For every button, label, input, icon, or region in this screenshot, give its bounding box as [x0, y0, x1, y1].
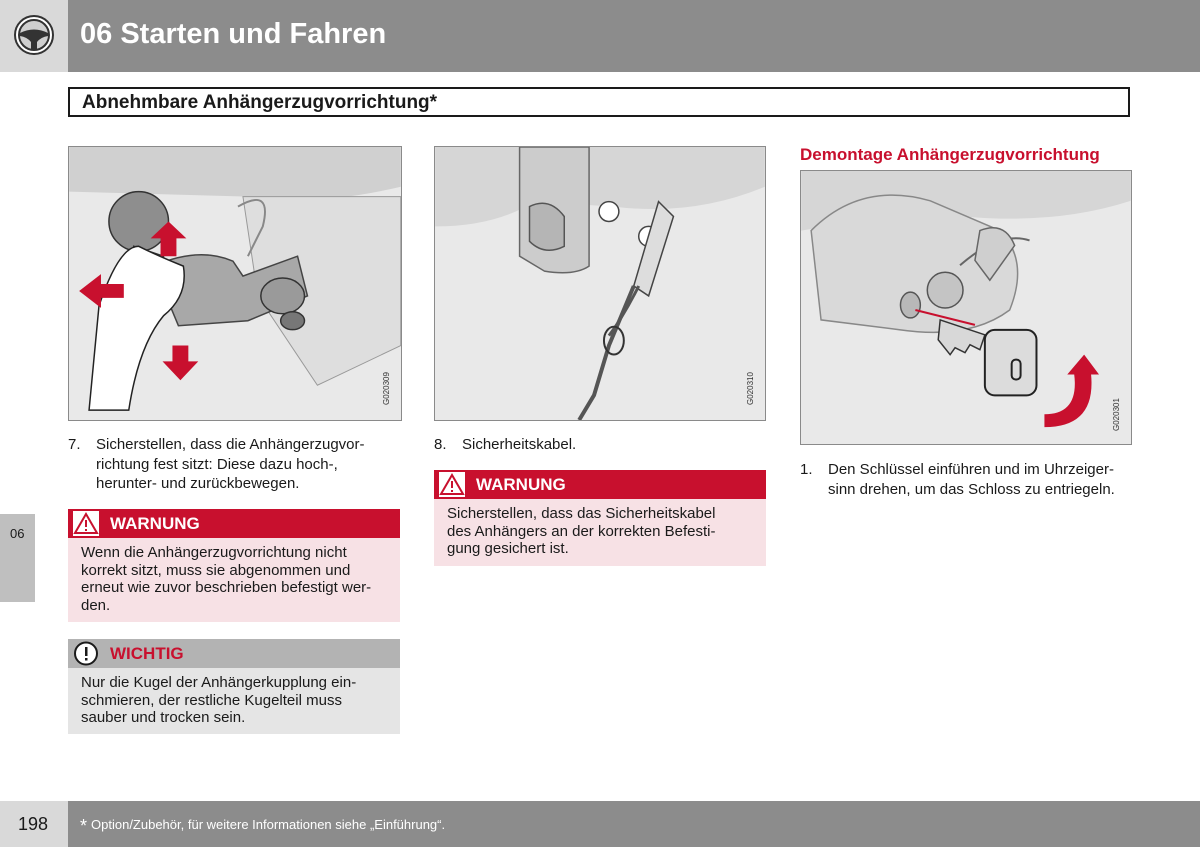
figure-key-unlock — [800, 170, 1132, 445]
figure-safety-cable — [434, 146, 766, 421]
warning-line: korrekt sitzt, muss sie abgenommen und — [81, 561, 351, 579]
warning-label: WARNUNG — [110, 514, 200, 533]
step-text — [828, 460, 1115, 499]
warning-triangle-icon — [73, 511, 99, 536]
figure-code: G020309 — [382, 372, 391, 405]
warning-header — [434, 470, 766, 499]
warning-line: Sicherstellen, dass das Sicherheitskabel — [447, 505, 716, 522]
key-unlock-illustration — [801, 171, 1131, 444]
footnote-text: Option/Zubehör, für weitere Informationen siehe „Einführung“. — [91, 817, 446, 832]
step-text — [96, 435, 365, 494]
chapter-title: 06 Starten und Fahren — [80, 18, 387, 50]
step-7 — [68, 435, 402, 495]
warning-line: gung gesichert ist. — [447, 540, 569, 557]
step-line: Sicherheitskabel. — [462, 436, 577, 453]
subsection-title: Demontage Anhängerzugvorrichtung — [800, 145, 1100, 164]
page-number: 198 — [18, 814, 49, 834]
step-line: Sicherstellen, dass die Anhängerzugvor- — [96, 436, 365, 453]
important-line: Nur die Kugel der Anhängerkupplung ein- — [81, 674, 357, 691]
important-line: schmieren, der restliche Kugelteil muss — [81, 691, 342, 709]
warning-line: den. — [81, 596, 111, 614]
step-8 — [434, 435, 766, 457]
warning-line: des Anhängers an der korrekten Befesti- — [447, 522, 716, 540]
warning-label: WARNUNG — [476, 475, 566, 494]
figure-towbar-check — [68, 146, 402, 421]
figure-code: G020310 — [746, 372, 755, 405]
important-callout — [68, 639, 400, 734]
exclamation-circle-icon — [73, 641, 99, 666]
warning-text — [81, 544, 371, 614]
figure-code: G020301 — [1112, 398, 1121, 431]
header-left-block — [0, 0, 68, 72]
important-label: WICHTIG — [110, 644, 184, 663]
section-title-box — [68, 87, 1130, 117]
step-line: herunter- und zurückbewegen. — [96, 475, 300, 492]
footnote — [80, 816, 445, 837]
chapter-tab-label: 06 — [10, 526, 25, 541]
step-number: 8. — [434, 436, 447, 453]
important-body — [68, 668, 400, 734]
step-line: sinn drehen, um das Schloss zu entriegeln. — [828, 480, 1115, 498]
page-header — [0, 0, 1200, 72]
towbar-illustration — [69, 147, 401, 420]
warning-line: Wenn die Anhängerzugvorrichtung nicht — [81, 544, 347, 561]
step-number: 7. — [68, 436, 81, 453]
important-header — [68, 639, 400, 668]
section-title: Abnehmbare Anhängerzugvorrichtung* — [82, 92, 438, 113]
warning-callout — [68, 509, 400, 622]
warning-line: erneut wie zuvor beschrieben befestigt wer- — [81, 579, 372, 596]
warning-header — [68, 509, 400, 538]
step-text — [462, 435, 576, 455]
step-line: richtung fest sitzt: Diese dazu hoch-, — [96, 455, 338, 473]
chapter-tab — [0, 514, 35, 602]
warning-body — [434, 499, 766, 566]
steering-wheel-icon — [13, 14, 55, 56]
warning-triangle-icon — [439, 472, 465, 497]
warning-callout — [434, 470, 766, 566]
step-line: Den Schlüssel einführen und im Uhrzeiger- — [828, 461, 1114, 478]
important-line: sauber und trocken sein. — [81, 709, 246, 726]
step-number: 1. — [800, 461, 813, 478]
step-1 — [800, 460, 1132, 500]
important-text — [81, 674, 356, 727]
footnote-star: * — [80, 816, 88, 836]
safety-cable-illustration — [435, 147, 765, 420]
warning-body — [68, 538, 400, 622]
warning-text — [447, 505, 716, 558]
